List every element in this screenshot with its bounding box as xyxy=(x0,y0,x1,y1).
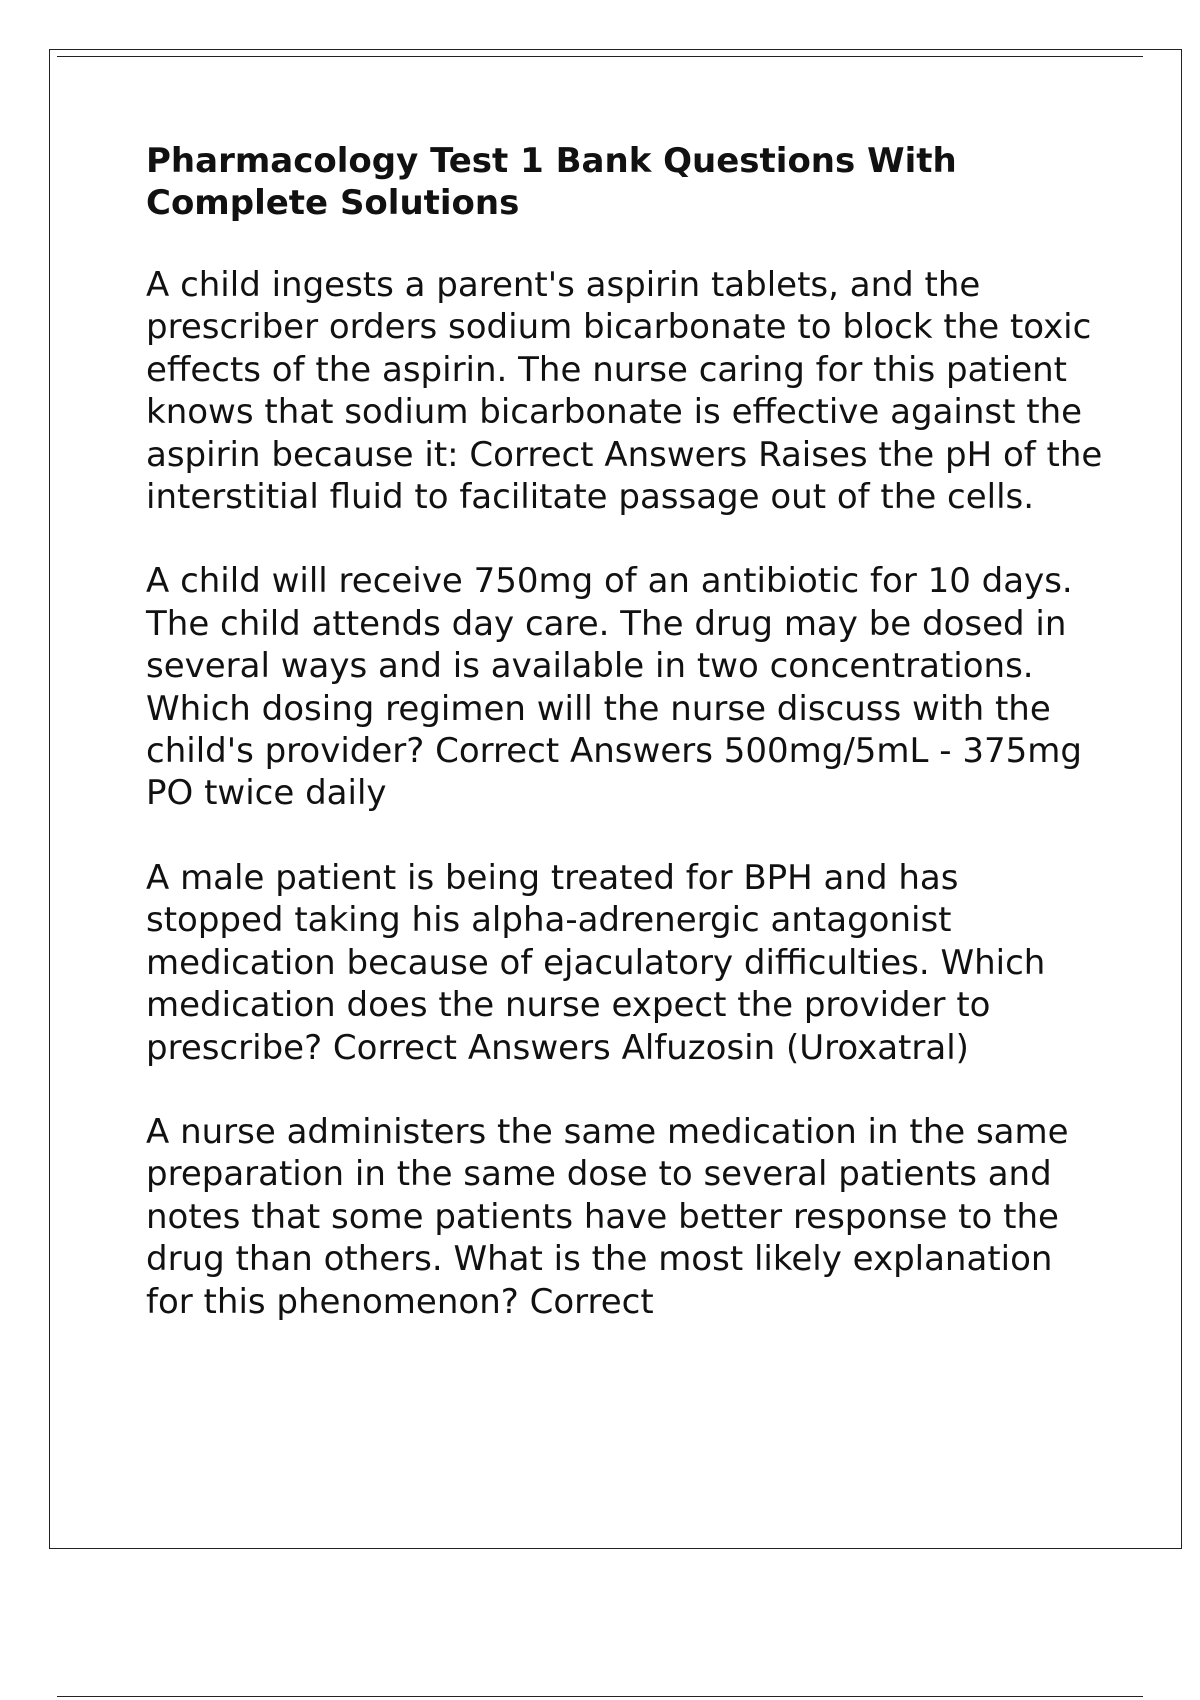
question-answer-1: A child ingests a parent's aspirin tablets, and the prescriber orders sodium bicarbonate to block the toxic effects of the aspirin. The nurse caring for this patient knows that sodium bicarbonate is effective against the aspirin because it: Correct Answers Raises the pH of the interstitial fluid to facilitate passage out of the cells. xyxy=(146,265,1103,518)
question-answer-2: A child will receive 750mg of an antibiotic for 10 days. The child attends day care. The drug may be dosed in several ways and is available in two concentrations. Which dosing regimen will the nurse discuss with the child's provider? Correct Answers 500mg/5mL - 375mg PO twice daily xyxy=(146,561,1082,814)
document-body xyxy=(146,140,1106,1365)
header-rule xyxy=(57,56,1143,57)
document-title: Pharmacology Test 1 Bank Questions With Complete Solutions xyxy=(146,141,957,223)
footer-rule xyxy=(57,1696,1143,1697)
question-answer-4: A nurse administers the same medication in the same preparation in the same dose to several patients and notes that some patients have better response to the drug than others. What is the most likely explanation for this phenomenon? Correct xyxy=(146,1111,1069,1322)
question-answer-3: A male patient is being treated for BPH and has stopped taking his alpha-adrenergic antagonist medication because of ejaculatory difficulties. Which medication does the nurse expect the provider to prescribe? Correct Answers Alfuzosin (Uroxatral) xyxy=(146,857,1046,1068)
